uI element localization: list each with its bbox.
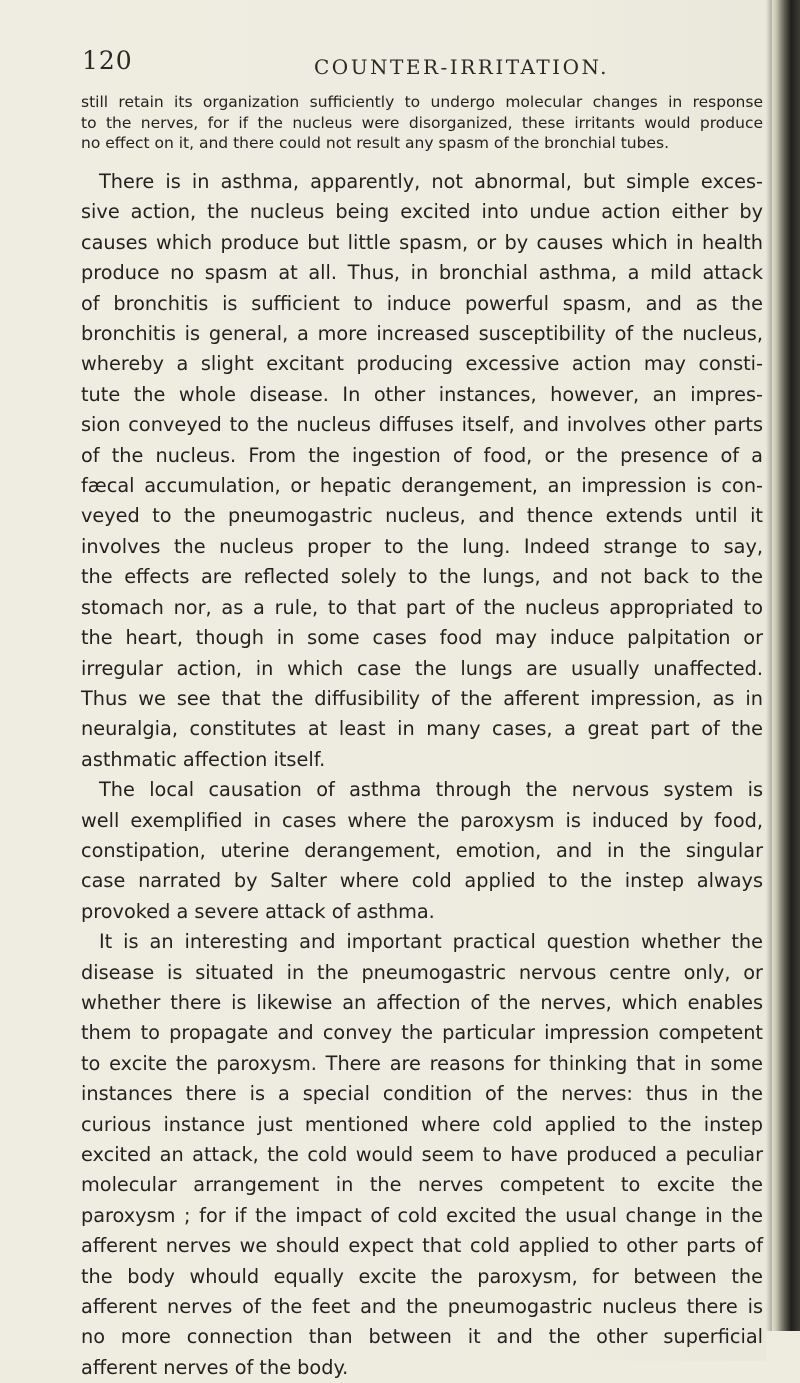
paragraph-line: provoked a severe attack of asthma. (81, 899, 435, 923)
paragraph-line: stomach nor, as a rule, to that part of the nucleus appropriated to (81, 595, 763, 619)
paragraph-line: whether there is likewise an affection of the nerves, which enables (81, 990, 763, 1014)
paragraph-line: causes which produce but little spasm, or by causes which in health (81, 230, 763, 254)
paragraph-line: irregular action, in which case the lungs are usually unaffected. (81, 656, 763, 680)
paragraph-line: the effects are reflected solely to the lungs, and not back to the (81, 565, 763, 589)
paragraph-line: afferent nerves of the body. (81, 1355, 349, 1379)
paragraph-line: produce no spasm at all. Thus, in bronchial asthma, a mild attack (81, 261, 763, 285)
paragraph-line: asthmatic affection itself. (81, 747, 326, 771)
paragraph-line: paroxysm ; for if the impact of cold excited the usual change in the (81, 1203, 763, 1227)
paragraph-line: bronchitis is general, a more increased susceptibility of the nucleus, (81, 322, 763, 346)
paragraph-line: instances there is a special condition of the nerves: thus in the (81, 1082, 763, 1106)
paragraph-line: Thus we see that the diffusibility of the afferent impression, as in (81, 686, 763, 710)
footnote-line: to the nerves, for if the nucleus were disorganized, these irritants would produce (81, 113, 763, 132)
paragraph-line: whereby a slight excitant producing excessive action may consti- (81, 352, 763, 376)
paragraph-line: curious instance just mentioned where cold applied to the instep (81, 1112, 763, 1136)
paragraph-line: of the nucleus. From the ingestion of food, or the presence of a (81, 443, 763, 467)
paragraph-line: sion conveyed to the nucleus diffuses itself, and involves other parts (81, 413, 763, 437)
paragraph-line: the body whould equally excite the paroxysm, for between the (81, 1264, 763, 1288)
paragraph-line: sive action, the nucleus being excited into undue action either by (81, 200, 763, 224)
paragraph-line: constipation, uterine derangement, emotion, and in the singular (81, 838, 763, 862)
paragraph-line: the heart, though in some cases food may induce palpitation or (81, 626, 763, 650)
paragraph-line: involves the nucleus proper to the lung. Indeed strange to say, (81, 534, 763, 558)
paragraph-line: neuralgia, constitutes at least in many cases, a great part of the (81, 717, 763, 741)
paragraph-line: There is in asthma, apparently, not abnormal, but simple exces- (99, 170, 763, 193)
paragraph-line: disease is situated in the pneumogastric nervous centre only, or (81, 960, 763, 984)
paragraph-line: well exemplified in cases where the paroxysm is induced by food, (81, 808, 763, 832)
page-number: 120 (82, 46, 133, 75)
paragraph-line: molecular arrangement in the nerves competent to excite the (81, 1173, 763, 1197)
footnote-continuation (81, 92, 763, 154)
paragraph-line: afferent nerves we should expect that cold applied to other parts of (81, 1234, 763, 1258)
paragraph-line: excited an attack, the cold would seem to have produced a peculiar (81, 1143, 763, 1166)
paragraph-line: veyed to the pneumogastric nucleus, and thence extends until it (81, 504, 763, 528)
paragraph-line: afferent nerves of the feet and the pneumogastric nucleus there is (81, 1295, 763, 1319)
paragraph-line: of bronchitis is sufficient to induce powerful spasm, and as the (81, 291, 763, 315)
footnote-line: no effect on it, and there could not result any spasm of the bronchial tubes. (81, 134, 670, 152)
paragraph-line: fæcal accumulation, or hepatic derangement, an impression is con- (81, 474, 763, 498)
footnote-line: still retain its organization sufficiently to undergo molecular changes in response (81, 93, 763, 111)
paragraph-line: no more connection than between it and the other superficial (81, 1325, 763, 1349)
paragraph-line: It is an interesting and important practical question whether the (99, 930, 763, 954)
paragraph-line: to excite the paroxysm. There are reasons for thinking that in some (81, 1051, 763, 1075)
paragraph-line: The local causation of asthma through the nervous system is (99, 778, 763, 802)
body-text (81, 167, 763, 1383)
page-corner (766, 1331, 800, 1361)
paragraph-line: case narrated by Salter where cold applied to the instep always (81, 869, 763, 893)
paragraph-line: tute the whole disease. In other instances, however, an impres- (81, 382, 763, 406)
paragraph-line: them to propagate and convey the particular impression competent (81, 1021, 763, 1045)
running-head: COUNTER-IRRITATION. (314, 55, 610, 79)
book-binding-edge (770, 0, 800, 1361)
